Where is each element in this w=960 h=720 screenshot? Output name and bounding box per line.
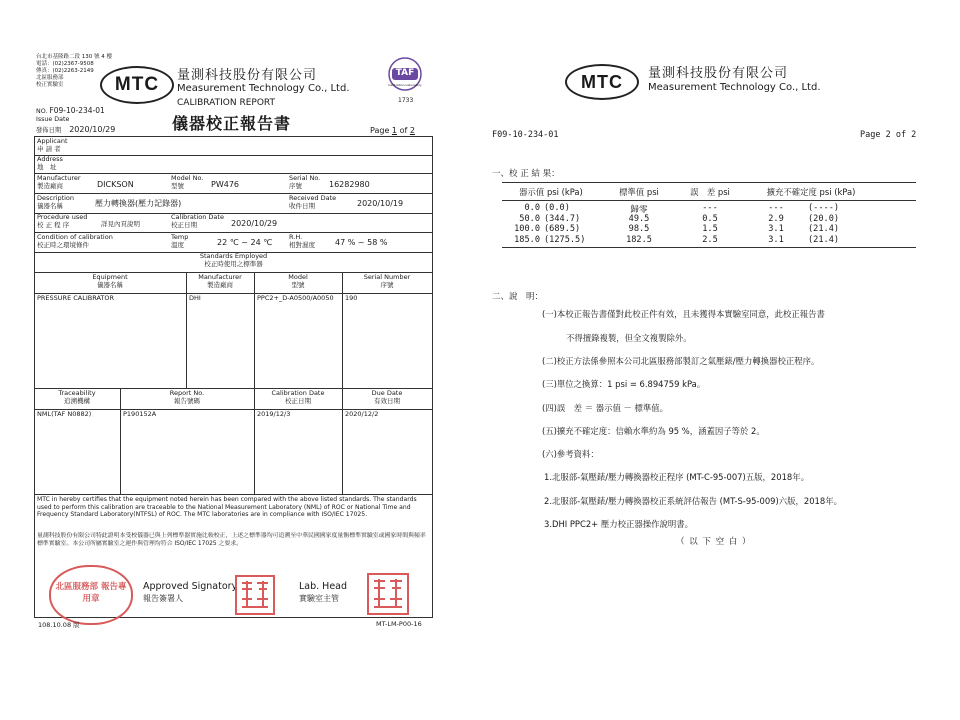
issue-date-row — [36, 125, 115, 134]
table-cell-ind-kpa: (344.7) — [544, 213, 581, 224]
trace-header-traceability — [35, 390, 119, 405]
col-header-standard: 標準值 psi — [619, 187, 659, 197]
table-cell-std: 98.5 — [628, 224, 650, 234]
manufacturer-label-en: Manufacturer — [37, 174, 81, 182]
caldate-label-cn: 校正日期 — [171, 220, 197, 229]
std-header-cn: 型號 — [291, 280, 305, 289]
divider — [254, 272, 255, 388]
page-1 — [0, 0, 470, 720]
model-label-cn: 型號 — [171, 181, 184, 190]
std-header-en: Serial Number — [363, 273, 411, 281]
company-name-cn: 量測科技股份有限公司 — [177, 68, 318, 83]
std-equipment: PRESSURE CALIBRATOR — [37, 294, 115, 302]
received-value: 2020/10/19 — [357, 199, 404, 208]
labhead-label-cn: 實驗室主管 — [299, 594, 339, 603]
table-cell-ind: 0.0 — [524, 203, 540, 213]
table-row — [502, 214, 916, 224]
notes-title: 二、說 明： — [492, 292, 544, 302]
trace-due-date: 2020/12/2 — [345, 410, 379, 418]
divider — [35, 155, 432, 156]
rh-label-en: R.H. — [289, 233, 303, 241]
divider — [186, 272, 187, 388]
taf-logo-text: TAF — [395, 68, 415, 78]
table-row — [502, 235, 916, 245]
table-cell-ind-kpa: (689.5) — [544, 224, 581, 234]
procedure-label-en: Procedure used — [37, 213, 88, 221]
divider — [35, 173, 432, 174]
std-manufacturer: DHI — [189, 294, 201, 302]
divider — [35, 193, 432, 194]
model-label-en: Model No. — [171, 174, 204, 182]
form-code: MT-LM-P00-16 — [376, 620, 422, 628]
received-label — [289, 195, 336, 210]
report-number-row — [36, 106, 105, 115]
rh-value: 47 % ~ 58 % — [335, 238, 388, 247]
issue-date-label: Issue Date — [36, 116, 70, 123]
table-cell-ind: 185.0 — [514, 234, 540, 245]
lab-seal-stamp — [49, 565, 133, 625]
trace-caldate: 2019/12/3 — [257, 410, 291, 418]
std-header-en: Equipment — [92, 273, 128, 281]
description-label — [37, 195, 74, 210]
report-title-cn: 儀器校正報告書 — [172, 114, 292, 133]
table-cell-std: 182.5 — [626, 234, 652, 245]
table-cell-unc: 3.1 — [768, 234, 784, 245]
approved-label-en: Approved Signatory — [143, 581, 238, 592]
rh-label — [289, 234, 315, 249]
std-header-cn: 儀器名稱 — [97, 280, 123, 289]
trace-header-cn: 有效日期 — [374, 396, 400, 405]
col-header-error: 誤 差 psi — [690, 187, 730, 197]
page-indicator — [370, 126, 415, 135]
model-value: PW476 — [211, 180, 240, 189]
temp-label-en: Temp — [171, 233, 189, 241]
received-label-en: Received Date — [289, 194, 337, 202]
report-form — [34, 136, 433, 618]
taf-caption: Calibration Laboratory — [388, 83, 422, 87]
certification-text-en: MTC in hereby certifies that the equipment noted herein has been compared with the above listed standards. The standards used to perform this calibration are traceable to the National Measurement Laboratory (NML) of ROC or National Time and Frequency Standard Laboratory(NTFSL) of ROC. The MTC laboratories are in compliance with ISO/IEC 17025. — [37, 496, 417, 519]
trace-header-en: Due Date — [371, 389, 403, 397]
trace-header-report — [121, 390, 253, 405]
serial-label-en: Serial No. — [289, 174, 321, 182]
note-item: (六)參考資料： — [542, 449, 599, 459]
description-label-cn: 儀器名稱 — [37, 201, 63, 210]
divider — [35, 213, 432, 214]
page-indicator: Page 2 of 2 — [860, 130, 917, 140]
taf-number: 1733 — [398, 97, 414, 104]
table-cell-ind: 50.0 — [519, 213, 540, 224]
approved-label-cn: 報告簽署人 — [143, 594, 183, 603]
report-title-en: CALIBRATION REPORT — [177, 98, 276, 108]
results-title: 一、校 正 結 果： — [492, 169, 560, 179]
note-item: 3.DHI PPC2+ 壓力校正器操作說明書。 — [544, 519, 693, 529]
applicant-label-cn: 申 請 者 — [37, 144, 61, 153]
divider — [120, 388, 121, 494]
address-line: 北區服務部 — [36, 75, 64, 81]
trace-header-en: Traceability — [58, 389, 96, 397]
report-no-label: NO. — [36, 108, 48, 115]
description-label-en: Description — [37, 194, 75, 202]
divider — [254, 388, 255, 494]
page-2 — [480, 0, 960, 720]
address-label-en: Address — [37, 155, 63, 163]
mtc-logo: MTC — [565, 64, 639, 100]
signature-seal-icon — [237, 577, 273, 613]
note-item: 1.北服部-氣壓錶/壓力轉換器校正程序 (MT-C-95-007)五版，2018年。 — [544, 472, 809, 482]
trace-header-en: Calibration Date — [271, 389, 325, 397]
address-label-cn: 地 址 — [37, 162, 57, 171]
condition-label — [37, 234, 113, 249]
page-num: 1 — [391, 126, 398, 135]
labhead-stamp — [367, 573, 409, 615]
table-row — [502, 224, 916, 234]
table-cell-unc-kpa: (20.0) — [808, 213, 840, 224]
procedure-label — [37, 214, 87, 229]
col-header-uncertainty: 擴充不確定度 psi (kPa) — [766, 187, 856, 197]
address-label — [37, 156, 63, 171]
table-cell-unc: --- — [768, 203, 784, 213]
company-name-en: Measurement Technology Co., Ltd. — [177, 83, 350, 94]
std-model: PPC2+_D-A0500/A0050 — [257, 294, 334, 302]
table-cell-std: 歸零 — [630, 205, 648, 215]
manufacturer-label-cn: 製造廠商 — [37, 181, 63, 190]
address-line: 台北市基隆路二段 130 號 4 樓 — [36, 54, 112, 60]
trace-report-no: P190152A — [123, 410, 157, 418]
divider — [342, 272, 343, 388]
trace-header-caldate — [255, 390, 341, 405]
page-label: Page — [370, 126, 390, 135]
end-marker: （ 以 下 空 白 ） — [676, 537, 752, 547]
page-of: of — [399, 126, 408, 135]
serial-value: 16282980 — [329, 180, 370, 189]
issue-date: 2020/10/29 — [69, 125, 116, 134]
lab-head — [299, 581, 347, 605]
std-header-model — [255, 274, 341, 289]
table-cell-err: 2.5 — [702, 234, 718, 245]
std-header-cn: 製造廠商 — [207, 280, 233, 289]
condition-label-cn: 校正時之環境條件 — [37, 240, 89, 249]
address-line: 電話：(02)2367-9508 — [36, 61, 94, 67]
report-number: F09-10-234-01 — [492, 130, 559, 140]
form-version: 108.10.08 版 — [38, 621, 80, 629]
std-serial: 190 — [345, 294, 358, 302]
applicant-label-en: Applicant — [37, 137, 68, 145]
table-cell-err: 1.5 — [702, 224, 718, 234]
table-cell-unc-kpa: (21.4) — [808, 234, 840, 245]
page-total: 2 — [409, 126, 415, 135]
table-cell-std: 49.5 — [628, 213, 650, 224]
seal-text: 北區服務部 報告專用章 — [55, 582, 127, 604]
table-row — [502, 203, 916, 213]
issue-date-cn: 發佈日期 — [36, 127, 62, 134]
procedure-label-cn: 校 正 程 序 — [37, 220, 70, 229]
results-table — [502, 182, 916, 248]
serial-label — [289, 175, 320, 190]
company-name-en: Measurement Technology Co., Ltd. — [648, 82, 821, 93]
condition-label-en: Condition of calibration — [37, 233, 113, 241]
certification-text-cn: 量測科技股份有限公司特此證明本受校儀器已與上列標準器實施比較校正，上述之標準器均可追溯至中華民國國家度量衡標準實驗室或國家時間與頻率標準實驗室。本公司所屬實驗室之運作與管理均符合 ISO/IEC 17025 之要求。 — [37, 533, 426, 548]
trace-header-due — [343, 390, 431, 405]
applicant-label — [37, 138, 68, 153]
mtc-logo: MTC — [100, 66, 174, 104]
table-cell-unc: 3.1 — [768, 224, 784, 234]
standards-header — [35, 253, 432, 268]
manufacturer-value: DICKSON — [97, 180, 134, 189]
labhead-label-en: Lab. Head — [299, 581, 348, 592]
note-item: (一)本校正報告書僅對此校正件有效，且未獲得本實驗室同意，此校正報告書 — [542, 309, 825, 319]
caldate-label-en: Calibration Date — [171, 213, 224, 221]
received-label-cn: 收件日期 — [289, 201, 315, 210]
approved-signatory — [143, 581, 237, 605]
std-header-en: Model — [288, 273, 308, 281]
taf-logo — [385, 56, 425, 96]
signatory-stamp — [235, 575, 275, 615]
table-cell-ind: 100.0 — [514, 224, 540, 234]
trace-header-cn: 追溯機構 — [64, 396, 90, 405]
caldate-label — [171, 214, 224, 229]
trace-header-cn: 報告號碼 — [174, 396, 200, 405]
table-cell-err: --- — [702, 203, 718, 213]
temp-label — [171, 234, 188, 249]
note-item: (二)校正方法係參照本公司北區服務部製訂之氣壓錶/壓力轉換器校正程序。 — [542, 356, 820, 366]
note-item: 2.北服部-氣壓錶/壓力轉換器校正系統評估報告 (MT-S-95-009)六版，2018年。 — [544, 496, 842, 506]
std-header-en: Manufacturer — [198, 273, 242, 281]
model-label — [171, 175, 203, 190]
table-cell-unc-kpa: (21.4) — [808, 224, 840, 234]
note-item: (五)擴充不確定度：信賴水準約為 95 %，涵蓋因子等於 2。 — [542, 426, 765, 436]
col-header-indicated: 器示值 psi (kPa) — [519, 187, 583, 197]
address-line: 傳真：(02)2263-2149 — [36, 68, 94, 74]
note-item: (四)誤 差 ＝ 器示值 － 標準值。 — [542, 403, 669, 413]
trace-header-en: Report No. — [169, 389, 205, 397]
note-item: 不得擅錄複製，但全文複製除外。 — [566, 333, 692, 343]
std-header-cn: 序號 — [380, 280, 394, 289]
standards-title-en: Standards Employed — [199, 252, 268, 260]
temp-value: 22 ℃ ~ 24 ℃ — [217, 238, 273, 247]
trace-traceability: NML(TAF N0882) — [37, 410, 92, 418]
table-cell-ind-kpa: (0.0) — [544, 203, 570, 213]
procedure-value: 詳見內頁說明 — [101, 220, 140, 228]
standards-title-cn: 校正時使用之標準器 — [204, 259, 263, 268]
report-no: F09-10-234-01 — [49, 106, 105, 115]
table-cell-ind-kpa: (1275.5) — [544, 234, 586, 245]
description-value: 壓力轉換器(壓力記錄器) — [95, 199, 182, 208]
std-header-serial — [343, 274, 431, 289]
divider — [35, 494, 432, 495]
table-cell-unc-kpa: (----) — [808, 203, 840, 213]
signature-seal-icon — [369, 575, 407, 613]
manufacturer-label — [37, 175, 81, 190]
std-header-equipment — [35, 274, 185, 289]
temp-label-cn: 溫度 — [171, 240, 184, 249]
table-cell-err: 0.5 — [702, 213, 718, 224]
serial-label-cn: 序號 — [289, 181, 302, 190]
std-header-manufacturer — [187, 274, 253, 289]
rh-label-cn: 相對濕度 — [289, 240, 315, 249]
trace-header-cn: 校正日期 — [285, 396, 311, 405]
caldate-value: 2020/10/29 — [231, 219, 278, 228]
divider — [342, 388, 343, 494]
note-item: (三)單位之換算：1 psi = 6.894759 kPa。 — [542, 379, 706, 389]
company-name-cn: 量測科技股份有限公司 — [648, 66, 789, 81]
address-line: 校正實驗室 — [36, 82, 64, 88]
table-cell-unc: 2.9 — [768, 213, 784, 224]
